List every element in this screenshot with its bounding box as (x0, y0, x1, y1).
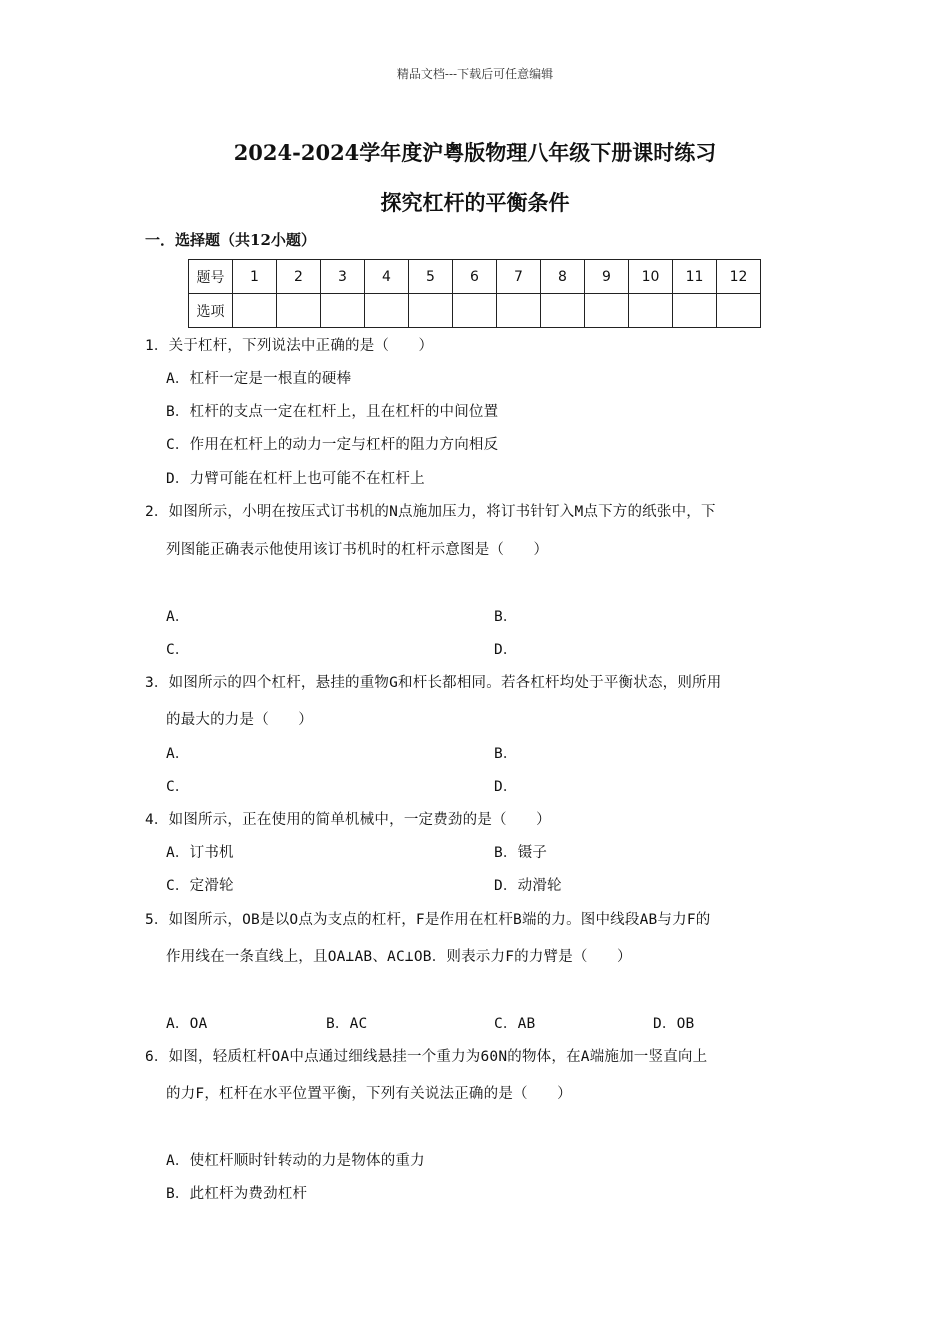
question-number: 10 (629, 260, 673, 294)
q3-option-b: B． (494, 746, 518, 762)
q5-stem-1: 5．如图所示，OB是以O点为支点的杠杆，F是作用在杠杆B端的力。图中线段AB与力F的 (145, 912, 711, 928)
answer-cell[interactable] (673, 294, 717, 328)
q5-option-a: A．OA (166, 1016, 208, 1032)
q2-option-b: B． (494, 609, 518, 625)
q1-option-c: C．作用在杠杆上的动力一定与杠杆的阻力方向相反 (166, 437, 499, 453)
q6-option-a: A．使杠杆顺时针转动的力是物体的重力 (166, 1153, 425, 1169)
title-line-2: 探究杠杆的平衡条件 (380, 190, 570, 215)
q3-stem-1: 3．如图所示的四个杠杆，悬挂的重物G和杆长都相同。若各杠杆均处于平衡状态，则所用 (145, 675, 722, 691)
question-number: 11 (673, 260, 717, 294)
question-number: 9 (585, 260, 629, 294)
q1-option-b: B．杠杆的支点一定在杠杆上，且在杠杆的中间位置 (166, 404, 499, 420)
q4-option-b: B．镊子 (494, 845, 548, 861)
q5-option-b: B．AC (326, 1016, 368, 1032)
row-label-number: 题号 (189, 260, 233, 294)
answer-cell[interactable] (233, 294, 277, 328)
q3-stem-2: 的最大的力是（ ） (166, 712, 313, 728)
answer-cell[interactable] (365, 294, 409, 328)
q2-option-d: D． (494, 642, 518, 658)
question-number: 2 (277, 260, 321, 294)
q4-option-a: A．订书机 (166, 845, 234, 861)
q1-stem: 1．关于杠杆，下列说法中正确的是（ ） (145, 338, 434, 354)
question-number: 7 (497, 260, 541, 294)
q5-option-c: C．AB (494, 1016, 536, 1032)
q3-option-a: A． (166, 746, 190, 762)
page-header: 精品文档---下载后可任意编辑 (396, 67, 554, 81)
q5-stem-2: 作用线在一条直线上，且OA⊥AB、AC⊥OB．则表示力F的力臂是（ ） (166, 949, 632, 965)
q6-option-b: B．此杠杆为费劲杠杆 (166, 1186, 308, 1202)
q3-option-c: C． (166, 779, 190, 795)
q2-stem-2: 列图能正确表示他使用该订书机时的杠杆示意图是（ ） (166, 542, 549, 558)
question-number: 8 (541, 260, 585, 294)
answer-cell[interactable] (453, 294, 497, 328)
q4-option-c: C．定滑轮 (166, 878, 234, 894)
q3-option-d: D． (494, 779, 518, 795)
q1-option-a: A．杠杆一定是一根直的硬棒 (166, 371, 352, 387)
q4-option-d: D．动滑轮 (494, 878, 562, 894)
question-number: 3 (321, 260, 365, 294)
q1-option-d: D．力臂可能在杠杆上也可能不在杠杆上 (166, 471, 425, 487)
question-number: 4 (365, 260, 409, 294)
q2-option-a: A． (166, 609, 190, 625)
answer-cell[interactable] (497, 294, 541, 328)
answer-cell[interactable] (321, 294, 365, 328)
answer-table-number-row (189, 260, 761, 294)
answer-cell[interactable] (585, 294, 629, 328)
row-label-option: 选项 (189, 294, 233, 328)
question-number: 1 (233, 260, 277, 294)
title-line-1: 2024-2024学年度沪粤版物理八年级下册课时练习 (233, 140, 717, 165)
q2-option-c: C． (166, 642, 190, 658)
q2-stem-1: 2．如图所示，小明在按压式订书机的N点施加压力，将订书针钉入M点下方的纸张中，下 (145, 504, 716, 520)
answer-cell[interactable] (629, 294, 673, 328)
answer-cell[interactable] (717, 294, 761, 328)
question-number: 5 (409, 260, 453, 294)
question-number: 12 (717, 260, 761, 294)
q5-option-d: D．OB (653, 1016, 695, 1032)
answer-cell[interactable] (541, 294, 585, 328)
answer-table-option-row (189, 294, 761, 328)
answer-cell[interactable] (409, 294, 453, 328)
q6-stem-2: 的力F，杠杆在水平位置平衡，下列有关说法正确的是（ ） (166, 1086, 572, 1102)
q4-stem: 4．如图所示，正在使用的简单机械中，一定费劲的是（ ） (145, 812, 551, 828)
q6-stem-1: 6．如图，轻质杠杆OA中点通过细线悬挂一个重力为60N的物体，在A端施加一竖直向上 (145, 1049, 708, 1065)
answer-cell[interactable] (277, 294, 321, 328)
section-heading: 一．选择题（共12小题） (145, 231, 316, 249)
answer-table (188, 259, 761, 328)
question-number: 6 (453, 260, 497, 294)
